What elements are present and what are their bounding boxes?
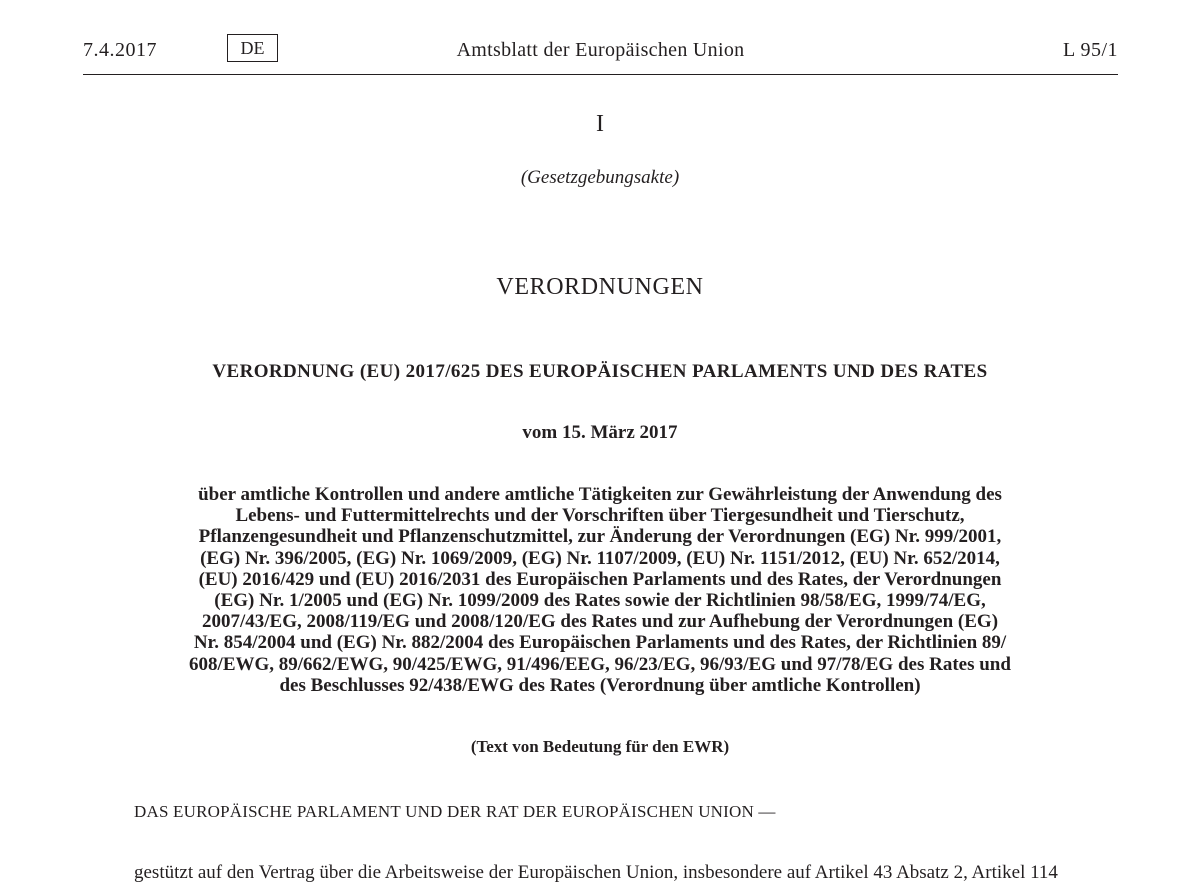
part-number: I [596, 111, 604, 137]
regulation-subject [183, 484, 1017, 696]
subject-line: Pflanzengesundheit und Pflanzenschutzmittel, zur Änderung der Verordnungen (EG) Nr. 999/2001, [198, 526, 1002, 548]
subject-line: des Beschlusses 92/438/EWG des Rates (Verordnung über amtliche Kontrollen) [279, 674, 921, 696]
regulation-date: vom 15. März 2017 [522, 422, 678, 443]
subject-line: Nr. 854/2004 und (EG) Nr. 882/2004 des Europäischen Parlaments und des Rates, der Richtlinien 89/ [193, 632, 1007, 654]
part-subtitle: (Gesetzgebungsakte) [520, 167, 680, 188]
page-reference: L 95/1 [1062, 39, 1118, 61]
recital-text: gestützt auf den Vertrag über die Arbeitsweise der Europäischen Union, insbesondere auf Artikel 43 Absatz 2, Artikel 114 [134, 862, 1058, 883]
subject-line: Lebens- und Futtermittelrechts und der Vorschriften über Tiergesundheit und Tierschutz, [235, 505, 965, 527]
subject-line: (EG) Nr. 1/2005 und (EG) Nr. 1099/2009 des Rates sowie der Richtlinien 98/58/EG, 1999/74/EG, [214, 590, 986, 612]
regulation-title: VERORDNUNG (EU) 2017/625 DES EUROPÄISCHEN PARLAMENTS UND DES RATES [212, 361, 988, 382]
publication-date: 7.4.2017 [83, 39, 157, 61]
eea-relevance-note: (Text von Bedeutung für den EWR) [470, 737, 730, 756]
subject-line: 608/EWG, 89/662/EWG, 90/425/EWG, 91/496/EEG, 96/23/EG, 96/93/EG und 97/78/EG des Rates und [189, 653, 1011, 675]
journal-title: Amtsblatt der Europäischen Union [456, 39, 745, 61]
subject-line: 2007/43/EG, 2008/119/EG und 2008/120/EG des Rates und zur Aufhebung der Verordnungen (EG) [201, 611, 999, 633]
subject-line: (EG) Nr. 396/2005, (EG) Nr. 1069/2009, (EG) Nr. 1107/2009, (EU) Nr. 1151/2012, (EU) Nr. 652/2014, [200, 547, 1000, 569]
preamble: DAS EUROPÄISCHE PARLAMENT UND DER RAT DER EUROPÄISCHEN UNION — [134, 802, 776, 821]
subject-line: über amtliche Kontrollen und andere amtliche Tätigkeiten zur Gewährleistung der Anwendung des [198, 484, 1002, 505]
language-badge: DE [227, 34, 278, 62]
page-header [83, 34, 1118, 75]
section-heading: VERORDNUNGEN [496, 274, 704, 300]
subject-line: (EU) 2016/429 und (EU) 2016/2031 des Europäischen Parlaments und des Rates, der Verordnungen [198, 568, 1002, 590]
